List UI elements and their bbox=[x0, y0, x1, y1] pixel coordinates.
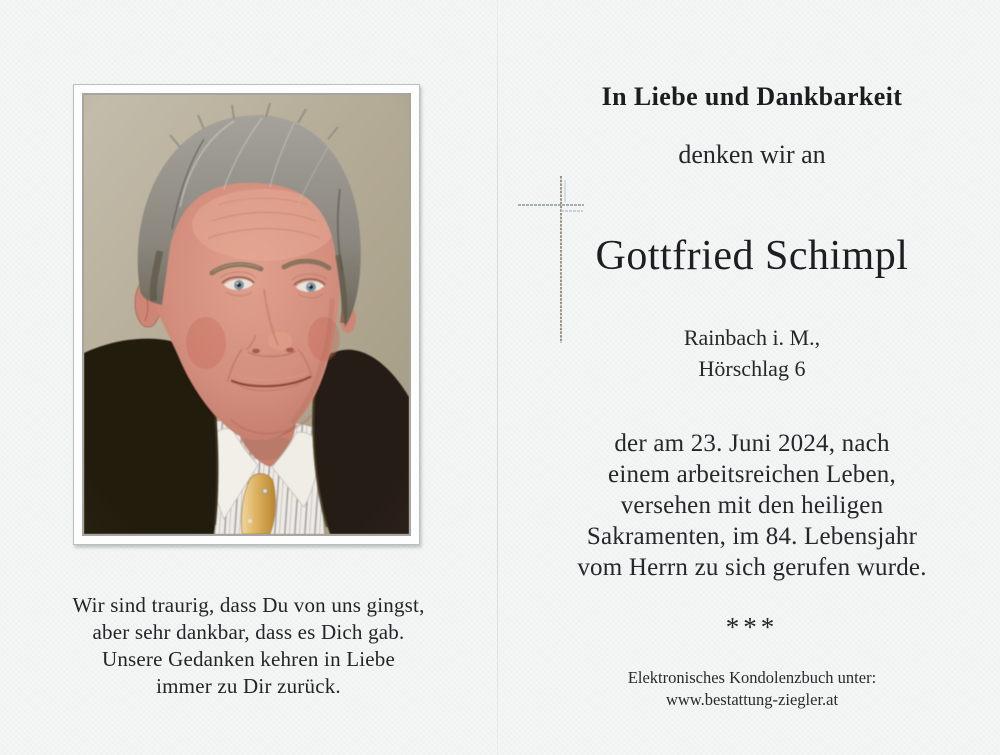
condolence-book-note bbox=[502, 667, 1000, 711]
obituary-line: der am 23. Juni 2024, nach bbox=[614, 430, 890, 457]
obituary-line: vom Herrn zu sich gerufen wurde. bbox=[577, 554, 927, 581]
obituary-line: versehen mit den heiligen bbox=[620, 492, 884, 519]
fold-line bbox=[497, 0, 498, 755]
condolence-note-line: Elektronisches Kondolenzbuch unter: bbox=[627, 668, 877, 687]
asterisk-separator: *** bbox=[725, 612, 779, 642]
intro-heading: In Liebe und Dankbarkeit bbox=[601, 82, 903, 111]
deceased-name: Gottfried Schimpl bbox=[595, 233, 909, 279]
right-page bbox=[502, 0, 1000, 755]
verse-line: immer zu Dir zurück. bbox=[156, 674, 341, 698]
left-page bbox=[0, 0, 497, 755]
address-line: Hörschlag 6 bbox=[698, 356, 806, 381]
condolence-url: www.bestattung-ziegler.at bbox=[665, 690, 839, 709]
obituary-text bbox=[502, 428, 1000, 583]
deceased-portrait-photo bbox=[82, 93, 411, 536]
portrait-illustration bbox=[84, 95, 409, 534]
photo-frame bbox=[73, 84, 420, 545]
farewell-verse bbox=[0, 592, 497, 700]
verse-line: aber sehr dankbar, dass es Dich gab. bbox=[92, 620, 405, 644]
address-block bbox=[502, 322, 1000, 384]
address-line: Rainbach i. M., bbox=[683, 325, 821, 350]
obituary-line: Sakramenten, im 84. Lebensjahr bbox=[586, 523, 918, 550]
obituary-line: einem arbeitsreichen Leben, bbox=[608, 461, 896, 488]
intro-subheading: denken wir an bbox=[678, 140, 826, 169]
verse-line: Wir sind traurig, dass Du von uns gingst, bbox=[72, 593, 425, 617]
verse-line: Unsere Gedanken kehren in Liebe bbox=[101, 647, 396, 671]
